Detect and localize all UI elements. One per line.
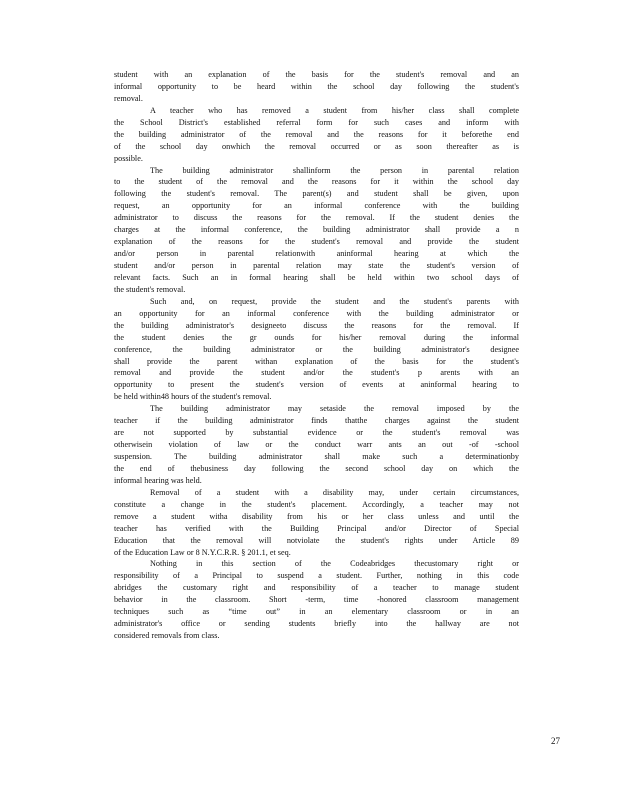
text-line: opportunity to present the student's version of events at aninformal hearing to: [114, 380, 519, 390]
text-line: teacher if the building administrator finds thatthe charges against the student: [114, 416, 519, 426]
text-line: shall provide the parent withan explanation of the basis for the student's: [114, 356, 519, 366]
text-line: The building administrator shallinform the person in parental relation: [150, 165, 519, 175]
text-line: the student's removal.: [114, 284, 186, 294]
body-text: [114, 69, 519, 642]
text-line: the building administrator's designeeto discuss the reasons for the removal. If: [114, 320, 519, 330]
text-line: be held within48 hours of the student's removal.: [114, 392, 272, 402]
text-line: the end of thebusiness day following the second school day on which the: [114, 463, 519, 473]
text-line: responsibility of a Principal to suspend a student. Further, nothing in this code: [114, 571, 519, 581]
text-line: Education that the removal will notviolate the student's rights under Article 89: [114, 535, 519, 545]
text-line: request, an opportunity for an informal conference with the building: [114, 201, 519, 211]
text-line: conference, the building administrator or the building administrator's designee: [114, 344, 519, 354]
text-line: Removal of a student with a disability may, under certain circumstances,: [150, 487, 519, 497]
text-line: to the student of the removal and the reasons for it within the school day: [114, 177, 519, 187]
text-line: abridges the customary right and responsibility of a teacher to manage student: [114, 583, 519, 593]
text-line: behavior in the classroom. Short -term, time -honored classroom management: [114, 595, 519, 605]
text-line: removal and provide the student and/or the student's p arents with an: [114, 368, 519, 378]
text-line: suspension. The building administrator shall make such a determinationby: [114, 452, 519, 461]
text-line: considered removals from class.: [114, 631, 220, 641]
text-line: student with an explanation of the basis for the student's removal and an: [114, 70, 519, 79]
page-number: 27: [551, 736, 560, 746]
text-line: student and/or person in parental relation may state the student's version of: [114, 261, 519, 270]
text-line: A teacher who has removed a student from his/her class shall complete: [150, 105, 519, 115]
text-line: constitute a change in the student's placement. Accordingly, a teacher may not: [114, 499, 519, 509]
text-line: administrator to discuss the reasons for the removal. If the student denies the: [114, 213, 519, 223]
text-line: teacher has verified with the Building Principal and/or Director of Special: [114, 523, 519, 533]
text-line: Such and, on request, provide the student and the student's parents with: [150, 296, 519, 306]
text-line: the building administrator of the removal and the reasons for it beforethe end: [114, 129, 519, 139]
text-line: informal hearing was held.: [114, 475, 202, 485]
text-line: the student denies the gr ounds for his/her removal during the informal: [114, 332, 519, 342]
text-line: Nothing in this section of the Codeabridges thecustomary right or: [150, 559, 519, 569]
text-line: removal.: [114, 93, 143, 103]
text-line: and/or person in parental relationwith aninformal hearing at which the: [114, 249, 519, 259]
text-line: techniques such as “time out” in an elementary classroom or in an: [114, 607, 519, 617]
text-line: explanation of the reasons for the student's removal and provide the student: [114, 237, 519, 247]
text-line: remove a student witha disability from his or her class unless and until the: [114, 511, 519, 521]
text-line: informal opportunity to be heard within the school day following the student's: [114, 81, 519, 91]
text-line: relevant facts. Such an in formal hearing shall be held within two school days of: [114, 272, 519, 282]
text-line: of the Education Law or 8 N.Y.C.R.R. § 201.1, et seq.: [114, 547, 291, 557]
text-line: otherwisein violation of law or the conduct warr ants an out -of -school: [114, 440, 519, 450]
text-line: possible.: [114, 153, 143, 163]
text-line: the School District's established referral form for such cases and inform with: [114, 117, 519, 127]
text-line: are not supported by substantial evidence or the student's removal was: [114, 428, 519, 438]
text-line: of the school day onwhich the removal occurred or as soon thereafter as is: [114, 141, 519, 151]
text-line: an opportunity for an informal conference with the building administrator or: [114, 308, 519, 318]
text-line: charges at the informal conference, the building administrator shall provide a n: [114, 225, 519, 235]
text-line: following the student's removal. The parent(s) and student shall be given, upon: [114, 189, 519, 199]
text-line: administrator's office or sending students briefly into the hallway are not: [114, 619, 519, 629]
text-line: The building administrator may setaside the removal imposed by the: [150, 404, 519, 414]
